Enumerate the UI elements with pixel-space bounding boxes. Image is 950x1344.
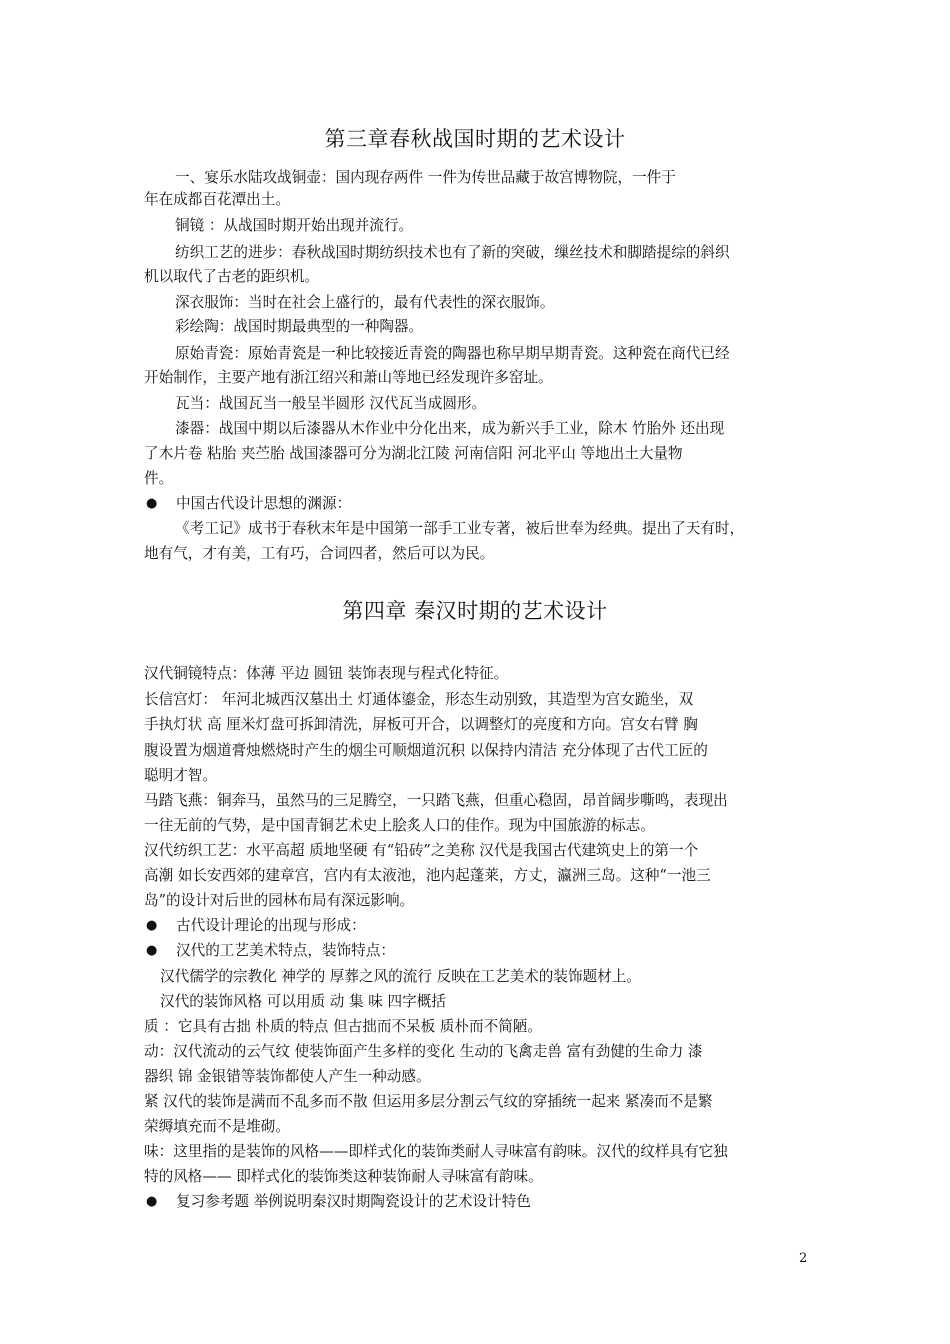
paragraph-line: 聪明才智。: [144, 767, 217, 784]
bullet-icon: ●: [146, 943, 158, 958]
chapter-3-title: 第三章春秋战国时期的艺术设计: [324, 127, 626, 151]
paragraph-line: 动：汉代流动的云气纹 使装饰面产生多样的变化 生动的飞禽走兽 富有劲健的生命力 漆: [144, 1043, 703, 1060]
paragraph-line: 汉代铜镜特点：体薄 平边 圆钮 装饰表现与程式化特征。: [144, 665, 509, 682]
paragraph-line: 器织 锦 金银错等装饰都使人产生一种动感。: [144, 1068, 431, 1085]
paragraph-line: 年在成都百花潭出土。: [144, 191, 290, 208]
paragraph-line: 汉代儒学的宗教化 神学的 厚葬之风的流行 反映在工艺美术的装饰题材上。: [160, 968, 641, 985]
paragraph-line: 瓦当：战国瓦当一般呈半圆形 汉代瓦当成圆形。: [175, 395, 487, 412]
paragraph-line: 开始制作，主要产地有浙江绍兴和萧山等地已经发现许多窑址。: [144, 369, 553, 386]
paragraph-line: 荣缛填充而不是堆砌。: [144, 1118, 290, 1135]
paragraph-line: 深衣服饰：当时在社会上盛行的，最有代表性的深衣服饰。: [175, 294, 555, 311]
paragraph-line: 彩绘陶：战国时期最典型的一种陶器。: [175, 318, 424, 335]
paragraph-line: 手执灯状 高 厘米灯盘可拆卸清洗，屏板可开合，以调整灯的亮度和方向。宫女右臂 胸: [144, 716, 698, 733]
paragraph-line: 件。: [144, 470, 174, 487]
paragraph-line: 汉代的装饰风格 可以用质 动 集 味 四字概括: [160, 993, 446, 1010]
paragraph-line: 岛”的设计对后世的园林布局有深远影响。: [144, 892, 415, 909]
paragraph-line: 质 ：它具有古拙 朴质的特点 但古拙而不呆板 质朴而不简陋。: [144, 1018, 542, 1035]
paragraph-line: 《考工记》成书于春秋末年是中国第一部手工业专著，被后世奉为经典。提出了天有时，: [175, 520, 745, 537]
paragraph-line: 机以取代了古老的距织机。: [144, 268, 320, 285]
bullet-icon: ●: [146, 918, 158, 933]
paragraph-line: 地有气，才有美，工有巧，合词四者，然后可以为民。: [144, 545, 495, 562]
bullet-heading: 复习参考题 举例说明秦汉时期陶瓷设计的艺术设计特色: [176, 1193, 531, 1210]
paragraph-line: 原始青瓷：原始青瓷是一种比较接近青瓷的陶器也称早期早期青瓷。这种瓷在商代已经: [175, 345, 730, 362]
paragraph-line: 汉代纺织工艺：水平高超 质地坚硬 有“铅砖”之美称 汉代是我国古代建筑史上的第一个: [144, 842, 699, 859]
bullet-heading: 汉代的工艺美术特点，装饰特点：: [176, 942, 395, 959]
paragraph-line: 了木片卷 粘胎 夹苎胎 战国漆器可分为湖北江陵 河南信阳 河北平山 等地出土大量物: [144, 445, 683, 462]
paragraph-line: 漆器：战国中期以后漆器从木作业中分化出来，成为新兴手工业，除木 竹胎外 还出现: [175, 420, 725, 437]
paragraph-line: 味：这里指的是装饰的风格——即样式化的装饰类耐人寻味富有韵味。汉代的纹样具有它独: [144, 1143, 728, 1160]
chapter-4-title: 第四章 秦汉时期的艺术设计: [342, 599, 608, 623]
paragraph-line: 一、宴乐水陆攻战铜壶：国内现存两件 一件为传世品藏于故宫博物院，一件于: [175, 169, 676, 186]
page-number: 2: [799, 1251, 808, 1266]
paragraph-line: 高潮 如长安西郊的建章宫，宫内有太液池，池内起蓬莱，方丈，瀛洲三岛。这种“一池三: [144, 867, 711, 884]
paragraph-line: 马踏飞燕：铜奔马，虽然马的三足腾空，一只踏飞燕，但重心稳固，昂首阔步嘶鸣，表现出: [144, 792, 728, 809]
paragraph-line: 纺织工艺的进步：春秋战国时期纺织技术也有了新的突破，缫丝技术和脚踏提综的斜织: [175, 244, 730, 261]
paragraph-line: 紧 汉代的装饰是满而不乱多而不散 但运用多层分割云气纹的穿插统一起来 紧凑而不是繁: [144, 1093, 713, 1110]
paragraph-line: 特的风格—— 即样式化的装饰类这种装饰耐人寻味富有韵味。: [144, 1168, 543, 1185]
bullet-heading: 古代设计理论的出现与形成：: [176, 917, 366, 934]
bullet-icon: ●: [146, 1194, 158, 1209]
paragraph-line: 长信宫灯： 年河北城西汉墓出土 灯通体鎏金，形态生动别致，其造型为宫女跪坐，双: [144, 691, 694, 708]
bullet-icon: ●: [146, 496, 158, 511]
paragraph-line: 铜镜 ：从战国时期开始出现并流行。: [175, 217, 414, 234]
paragraph-line: 腹设置为烟道膏烛燃烧时产生的烟尘可顺烟道沉积 以保持内清洁 充分体现了古代工匠的: [144, 742, 708, 759]
paragraph-line: 一往无前的气势，是中国青铜艺术史上脍炙人口的佳作。现为中国旅游的标志。: [144, 817, 655, 834]
bullet-heading: 中国古代设计思想的渊源：: [176, 495, 352, 512]
